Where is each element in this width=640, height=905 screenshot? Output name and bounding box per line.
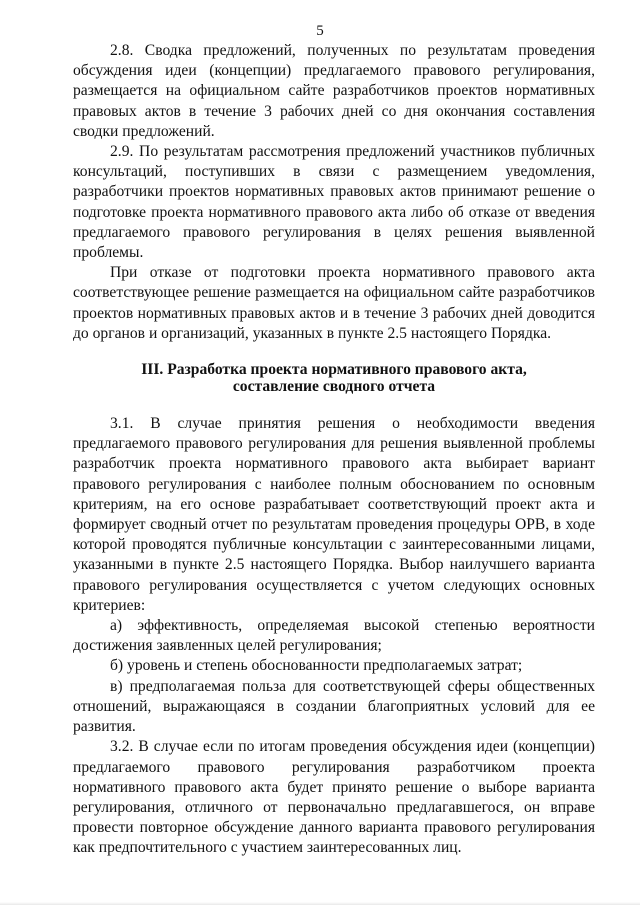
paragraph-2-8: 2.8. Сводка предложений, полученных по результатам проведения обсуждения идеи (концепции) предлагаемого правового регулирования, размещается на официальном сайте разработчиков проектов нормативных правовых актов в течение 3 рабочих дней со дня окончания составления сводки предложений. <box>73 42 595 140</box>
page-number: 5 <box>316 23 324 39</box>
section-heading-line-1: III. Разработка проекта нормативного правового акта, <box>141 361 527 379</box>
paragraph-refusal: При отказе от подготовки проекта нормативного правового акта соответствующее решение размещается на официальном сайте разработчиков проектов нормативных правовых актов и в течение 3 рабочих дней доводится до органов и организаций, указанных в пункте 2.5 настоящего Порядка. <box>73 264 595 342</box>
criterion-c: в) предполагаемая польза для соответствующей сферы общественных отношений, выражающаяся в создании благоприятных условий для ее развития. <box>73 677 595 736</box>
paragraph-3-1: 3.1. В случае принятия решения о необходимости введения предлагаемого правового регулирования для решения выявленной проблемы разработчик проекта нормативного правового акта выбирает вариант правового регулирования с наиболее полным обоснованием по основным критериям, на его основе разрабатывает соответствующий проект акта и формирует сводный отчет по результатам проведения процедуры ОРВ, в ходе которой проводятся публичные консультации с заинтересованными лицами, указанными в пункте 2.5 настоящего Порядка. Выбор наилучшего варианта правового регулирования осуществляется с учетом следующих основных критериев: <box>73 415 595 614</box>
section-heading <box>73 361 595 395</box>
paragraph-3-2: 3.2. В случае если по итогам проведения обсуждения идеи (концепции) предлагаемого правового регулирования разработчиком проекта нормативного правового акта будет принято решение о выборе варианта регулирования, отличного от первоначально предлагавшегося, он вправе провести повторное обсуждение данного варианта правового регулирования как предпочтительного с участием заинтересованных лиц. <box>73 738 595 857</box>
criterion-a: а) эффективность, определяемая высокой степенью вероятности достижения заявленных целей регулирования; <box>73 617 595 655</box>
paragraph-2-9: 2.9. По результатам рассмотрения предложений участников публичных консультаций, поступивших в связи с размещением уведомления, разработчики проектов нормативных правовых актов принимают решение о подготовке проекта нормативного правового акта либо об отказе от введения предлагаемого правового регулирования в целях решения выявленной проблемы. <box>73 143 595 262</box>
criterion-b: б) уровень и степень обоснованности предполагаемых затрат; <box>110 657 523 675</box>
document-body <box>73 41 595 859</box>
section-heading-line-2: составление сводного отчета <box>232 378 436 396</box>
